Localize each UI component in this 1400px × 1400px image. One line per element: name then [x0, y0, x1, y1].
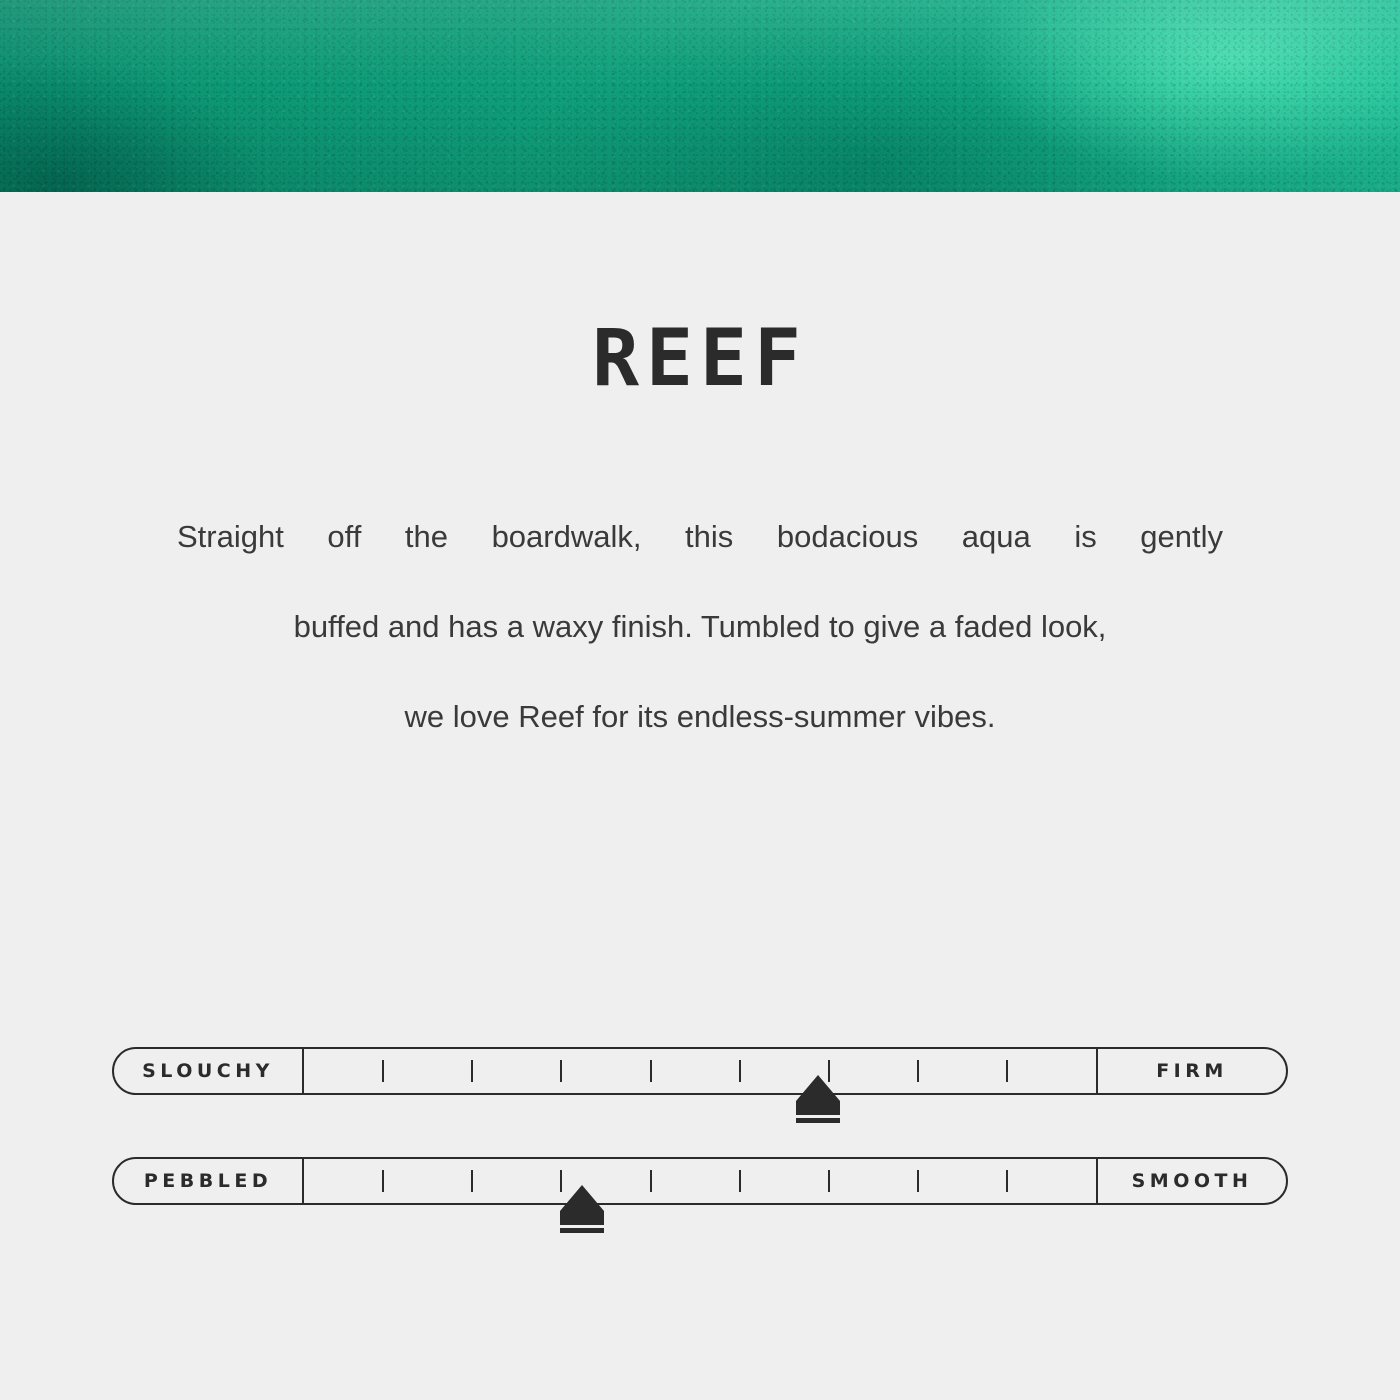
slider-left-label-slouchy: SLOUCHY: [114, 1049, 304, 1093]
slider-tick: [739, 1060, 741, 1082]
description-text: [175, 492, 1225, 762]
slider-tick: [382, 1060, 384, 1082]
description-line-3: we love Reef for its endless-summer vibes.: [404, 699, 996, 734]
description-line-2: buffed and has a waxy finish. Tumbled to give a faded look,: [293, 609, 1107, 644]
slider-tick: [560, 1060, 562, 1082]
slider-left-label-pebbled: PEBBLED: [114, 1159, 304, 1203]
content-panel: [0, 192, 1400, 1400]
slider-thumb-base: [560, 1228, 604, 1233]
slider-ticks-structure: [304, 1049, 1096, 1093]
slider-tick: [917, 1170, 919, 1192]
hero-sheen-overlay: [0, 0, 1400, 192]
description-line-1: Straight off the boardwalk, this bodacious aqua is gently: [177, 519, 1223, 554]
slider-tick: [1006, 1170, 1008, 1192]
slider-thumb-structure[interactable]: [796, 1075, 840, 1123]
slider-tick: [382, 1170, 384, 1192]
page-title: REEF: [592, 314, 808, 404]
slider-tick: [471, 1170, 473, 1192]
slider-track-structure[interactable]: [112, 1047, 1288, 1095]
slider-thumb-base: [796, 1118, 840, 1123]
slider-texture: [112, 1157, 1288, 1267]
slider-tick: [739, 1170, 741, 1192]
slider-track-texture[interactable]: [112, 1157, 1288, 1205]
slider-thumb-arrow-icon: [560, 1185, 604, 1211]
slider-right-label-firm: FIRM: [1096, 1049, 1286, 1093]
hero-color-swatch: [0, 0, 1400, 192]
slider-structure: [112, 1047, 1288, 1157]
attribute-sliders: [112, 1047, 1288, 1267]
slider-ticks-texture: [304, 1159, 1096, 1203]
slider-thumb-body: [560, 1211, 604, 1225]
slider-tick: [917, 1060, 919, 1082]
slider-thumb-body: [796, 1101, 840, 1115]
slider-right-label-smooth: SMOOTH: [1096, 1159, 1286, 1203]
slider-tick: [650, 1060, 652, 1082]
slider-tick: [1006, 1060, 1008, 1082]
slider-thumb-texture[interactable]: [560, 1185, 604, 1233]
slider-tick: [471, 1060, 473, 1082]
slider-tick: [828, 1170, 830, 1192]
slider-thumb-arrow-icon: [796, 1075, 840, 1101]
slider-tick: [650, 1170, 652, 1192]
